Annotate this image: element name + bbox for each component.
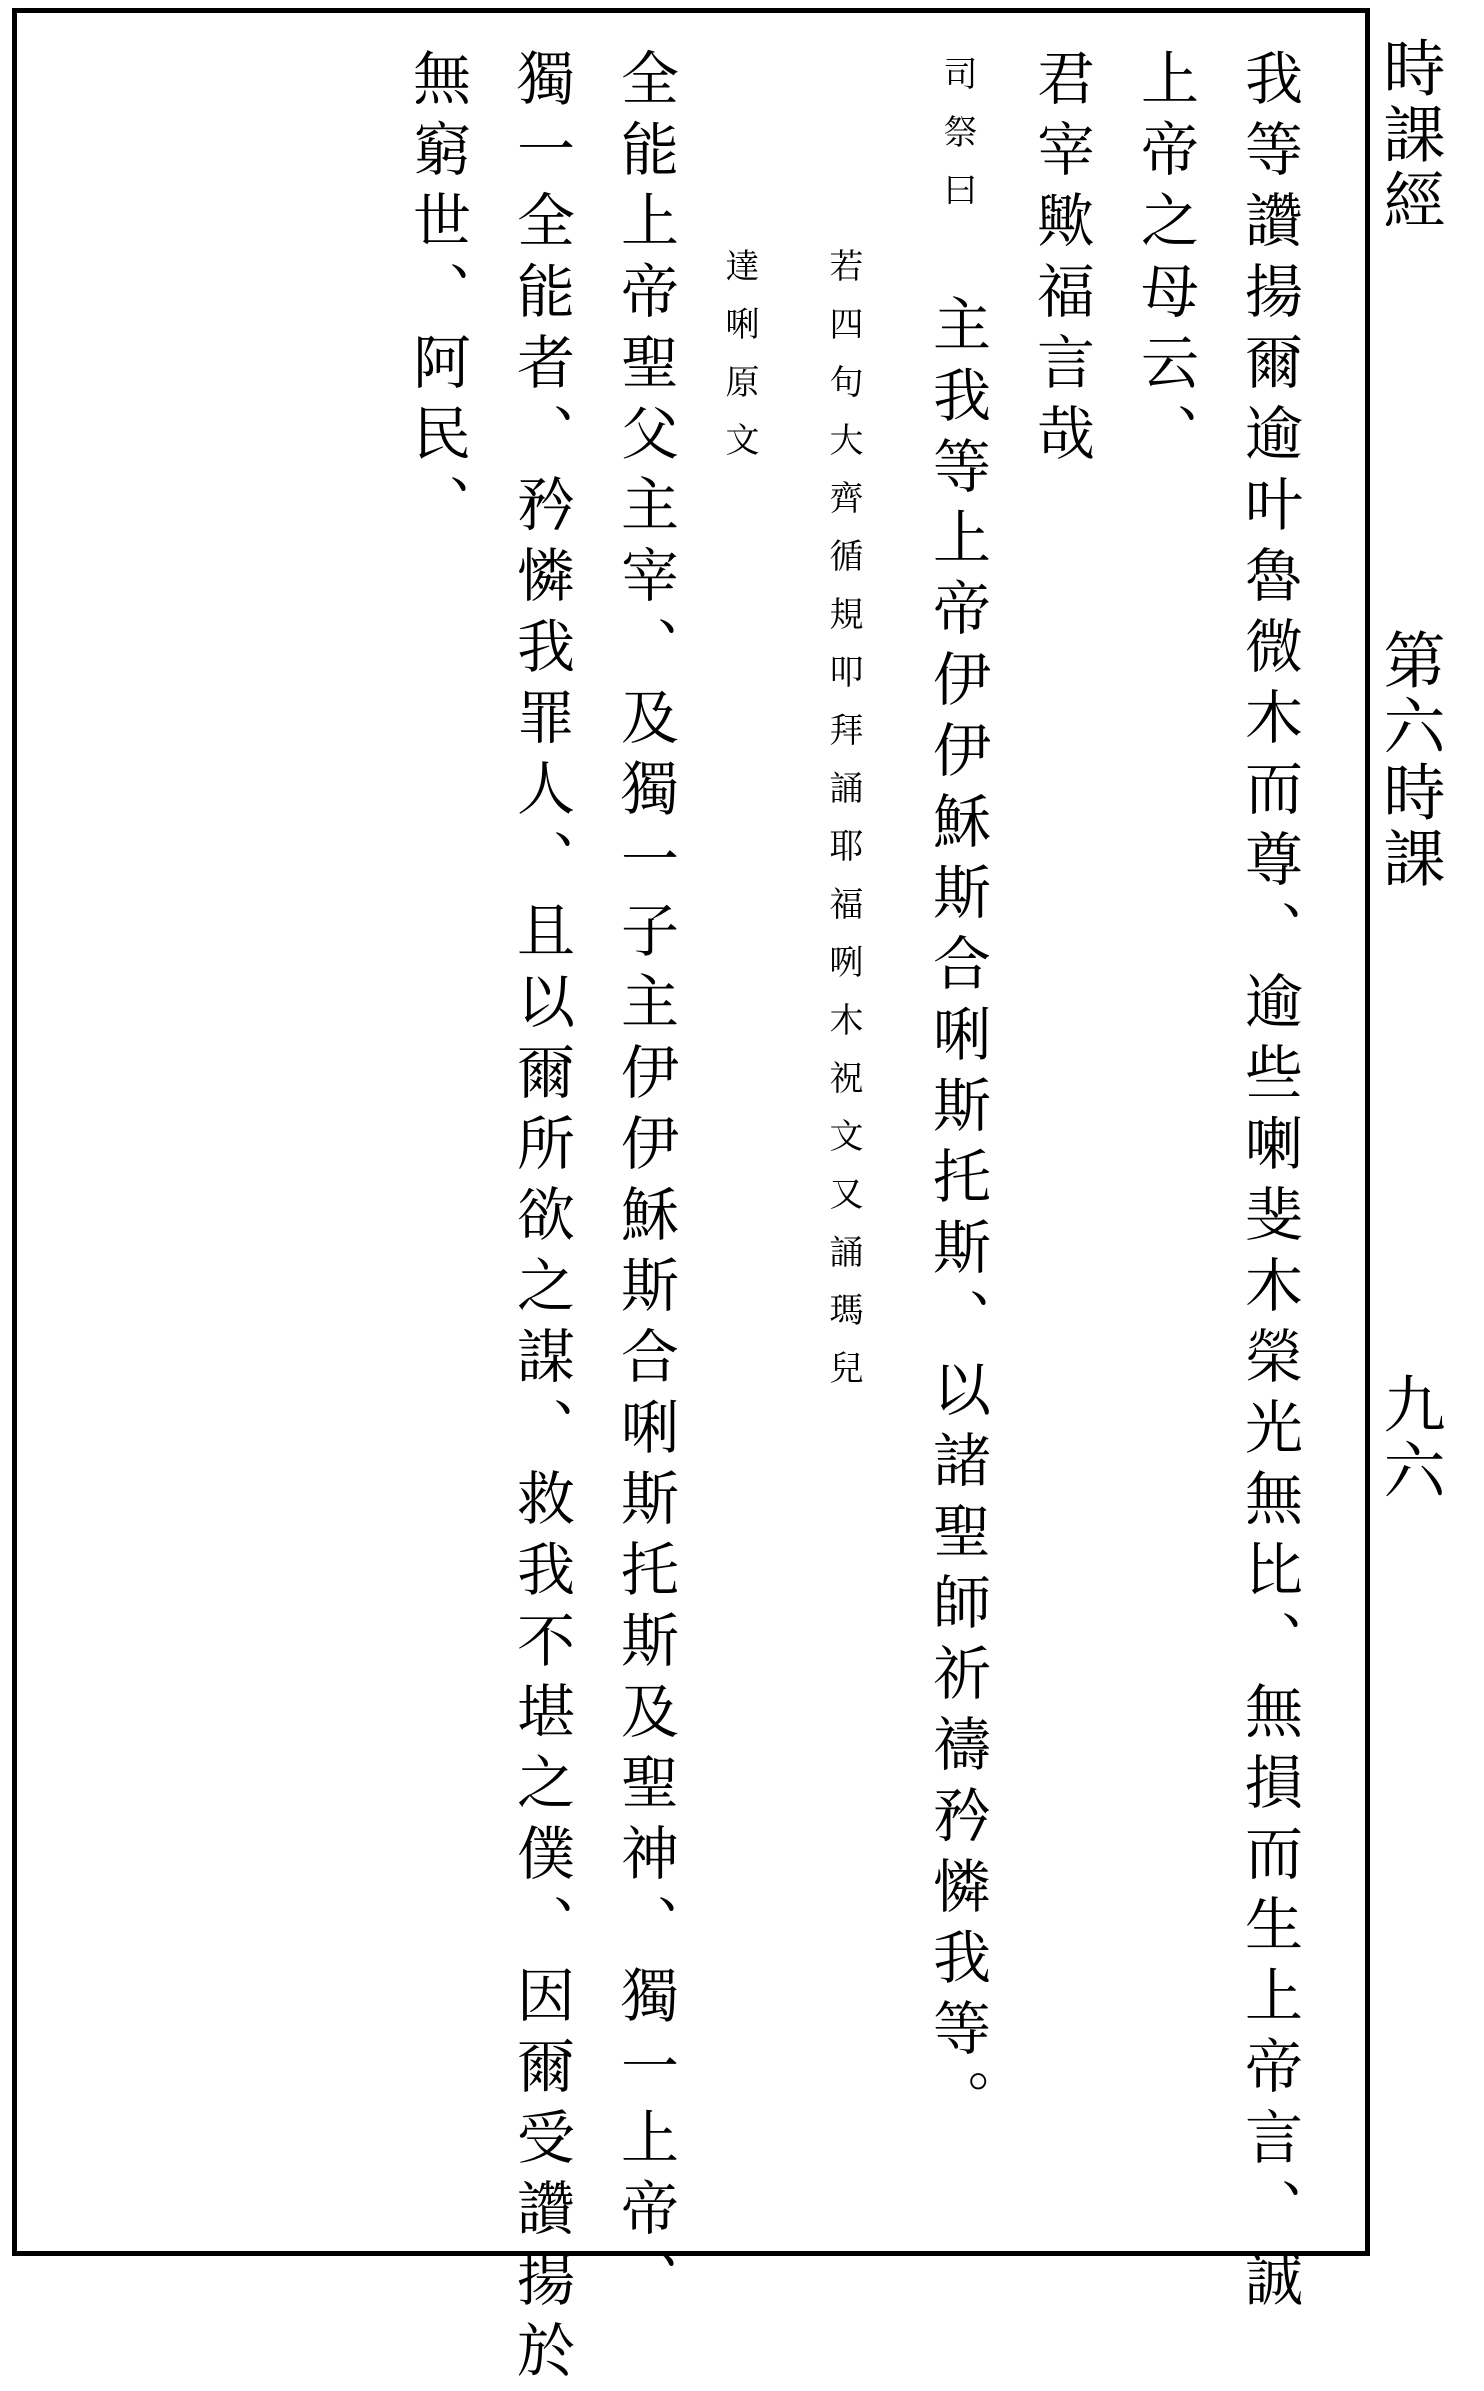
text-column-2: 上帝之母云、 [1131,48,1199,474]
text-column-1: 我等讚揚爾逾叶魯微木而尊、逾些喇斐木榮光無比、無損而生上帝言、誠 [1235,48,1303,2320]
text-column-5: 全能上帝聖父主宰、及獨一子主伊伊穌斯合唎斯托斯及聖神、獨一上帝、 [611,48,679,2320]
speaker-label: 司祭曰 [937,56,977,230]
text-column-3: 君宰歟福言哉 [1027,48,1095,474]
page-number: 九六 [1373,1372,1446,1504]
text-column-7: 無窮世、阿民、 [403,48,471,545]
section-title: 第六時課 [1373,628,1446,892]
rubric-column-2: 達唎原文 [719,248,759,480]
rubric-column-1: 若四句大齊循規叩拜誦耶福咧木祝文又誦瑪兒 [823,248,863,1408]
text-column-4: 主我等上帝伊伊穌斯合唎斯托斯、以諸聖師祈禱矜憐我等。 [923,294,991,2140]
running-title: 時課經 [1373,36,1446,234]
text-column-6: 獨一全能者、矜憐我罪人、且以爾所欲之謀、救我不堪之僕、因爾受讚揚於 [507,48,575,2391]
